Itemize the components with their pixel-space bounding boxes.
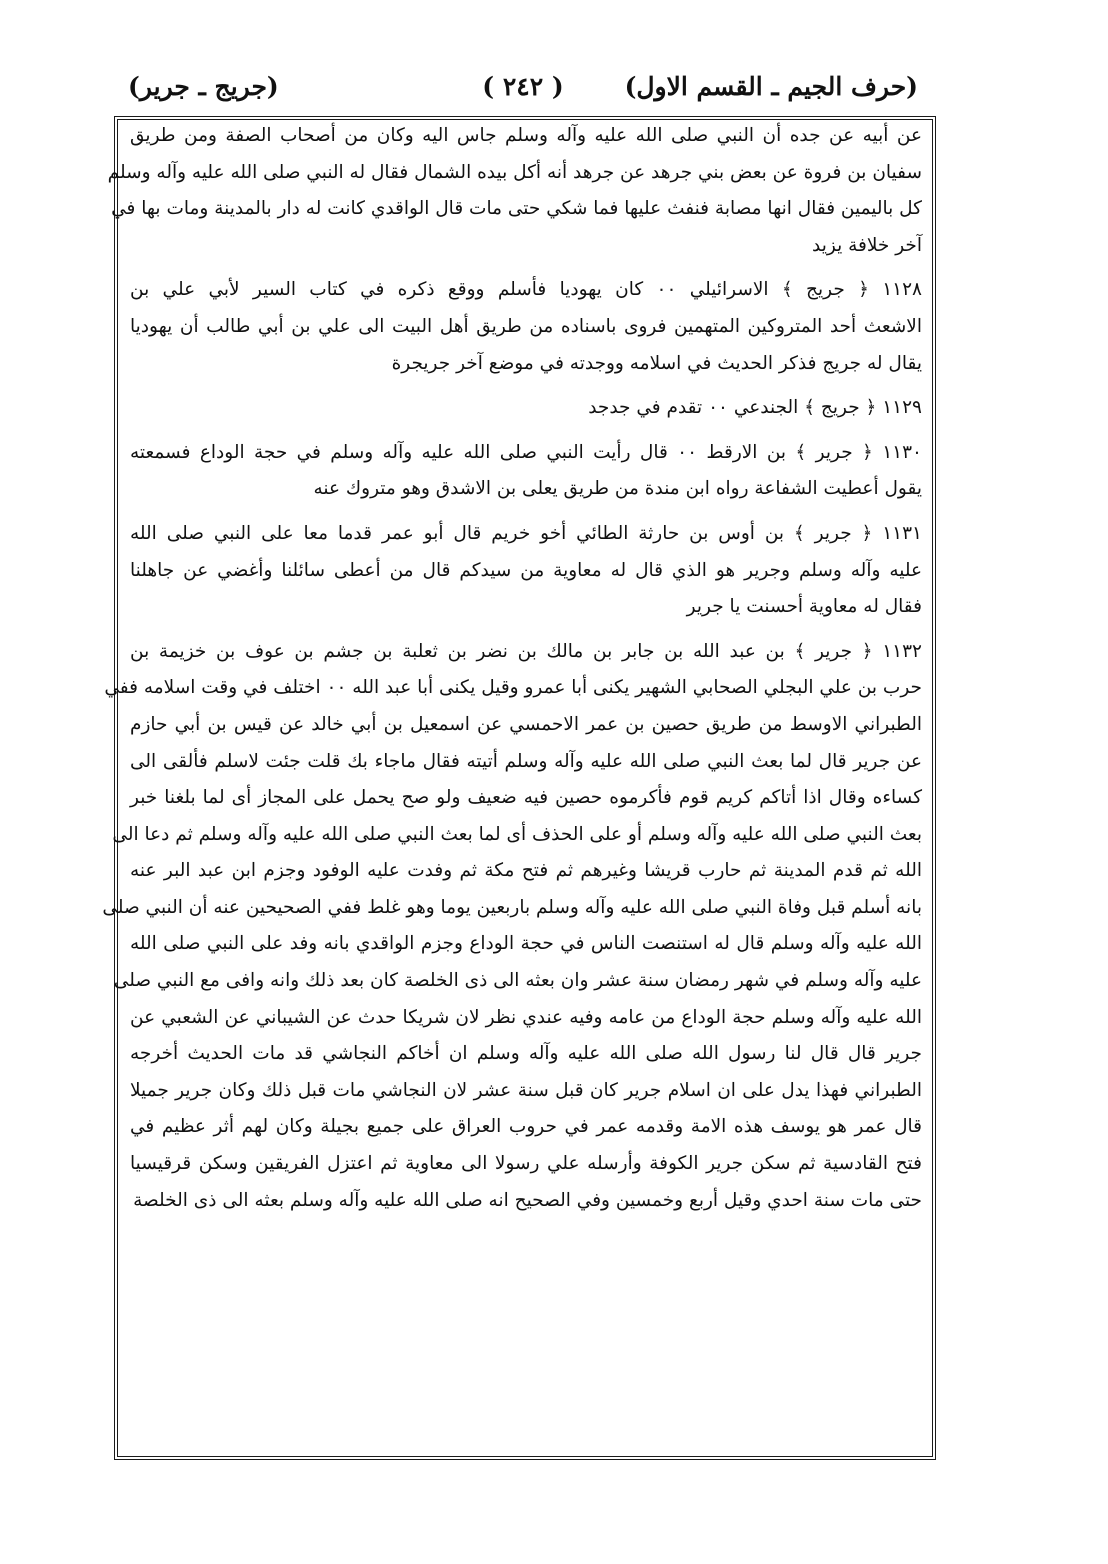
entry-paragraph (102, 634, 922, 1220)
entry-paragraph (130, 272, 922, 382)
text-line: عليه وآله وسلم في شهر رمضان سنة عشر وان بعثه الى ذى الخلصة كان بعد ذلك وانه وافى مع النبي صلى (113, 970, 922, 992)
paragraph-gap (130, 508, 922, 516)
text-line: ١١٣٢ ﴿ جرير ﴾ بن عبد الله بن جابر بن مالك بن نضر بن ثعلبة بن جشم بن عوف بن خزيمة بن (130, 640, 922, 662)
text-line: يقال له جريج فذكر الحديث في اسلامه ووجدته في موضع آخر جريجرة (391, 352, 922, 374)
page-number: ( ٢٤٢ ) (482, 72, 564, 101)
text-line: كل باليمين فقال انها مصابة فنفث عليها فما شكي حتى مات قال الواقدي كانت له دار بالمدينة ومات بها في (111, 198, 922, 220)
entry-paragraph (130, 516, 922, 626)
paragraph-gap (130, 427, 922, 435)
text-line: قال عمر هو يوسف هذه الامة وقدمه عمر في حروب العراق على جميع بجيلة وكان لهم أثر عظيم في (130, 1116, 922, 1138)
text-body (102, 118, 922, 1219)
entry-paragraph (107, 118, 922, 264)
text-line: الاشعث أحد المتروكين المتهمين فروى باسناده من طريق أهل البيت الى علي بن أبي طالب أن يهوديا (130, 315, 922, 337)
paragraph-gap (130, 626, 922, 634)
text-line: بانه أسلم قبل وفاة النبي صلى الله عليه وآله وسلم باربعين يوما وهو غلط ففي الصحيحين عنه أن النبي صلى (102, 896, 922, 918)
header-section-title: (حرف الجيم ـ القسم الاول) (624, 72, 918, 101)
page-header (128, 66, 918, 112)
entry-paragraph (130, 390, 922, 427)
text-line: سفيان بن فروة عن بعض بني جرهد عن جرهد أنه أكل بيده الشمال فقال له النبي صلى الله عليه وآله وسلم (107, 161, 922, 183)
text-line: ١١٣١ ﴿ جرير ﴾ بن أوس بن حارثة الطائي أخو خريم قال أبو عمر قدما معا على النبي صلى الله (130, 522, 922, 544)
text-line: حرب بن علي البجلي الصحابي الشهير يكنى أبا عمرو وقيل يكنى أبا عبد الله ٠٠ اختلف في وقت اسلامه ففي (104, 677, 922, 699)
paragraph-gap (130, 264, 922, 272)
text-line: الله عليه وآله وسلم حجة الوداع من عامه وفيه عندي نظر لان شريكا حدث عن الشيباني عن الشعبي عن (130, 1006, 922, 1028)
text-line: آخر خلافة يزيد (812, 234, 922, 256)
text-line: ١١٢٨ ﴿ جريج ﴾ الاسرائيلي ٠٠ كان يهوديا فأسلم ووقع ذكره في كتاب السير لأبي علي بن (130, 279, 922, 301)
text-line: بعث النبي صلى الله عليه وآله وسلم أو على الحذف أى لما بعث النبي صلى الله عليه وآله وسلم ثم دعا الى (112, 823, 922, 845)
text-line: جرير قال قال لنا رسول الله صلى الله عليه وآله وسلم ان أخاكم النجاشي قد مات الحديث أخرجه (130, 1043, 922, 1065)
text-line: عن أبيه عن جده أن النبي صلى الله عليه وآله وسلم جاس اليه وكان من أصحاب الصفة ومن طريق (130, 125, 922, 146)
entry-paragraph (130, 435, 922, 508)
text-line: عليه وآله وسلم وجرير هو الذي قال له معاوية من سيدكم قال من أعطى سائلنا وأغضي عن جاهلنا (130, 559, 922, 581)
text-line: الطبراني الاوسط من طريق حصين بن عمر الاحمسي عن اسمعيل بن أبي خالد عن قيس بن أبي حازم (130, 713, 922, 735)
text-line: ١١٢٩ ﴿ جريج ﴾ الجندعي ٠٠ تقدم في جدجد (588, 397, 922, 419)
header-entry-range: (جريج ـ جرير) (128, 72, 279, 101)
text-line: حتى مات سنة احدي وقيل أربع وخمسين وفي الصحيح انه صلى الله عليه وآله وسلم بعثه الى ذى الخلصة (133, 1189, 922, 1211)
text-line: ١١٣٠ ﴿ جرير ﴾ بن الارقط ٠٠ قال رأيت النبي صلى الله عليه وآله وسلم في حجة الوداع فسمعته (130, 441, 922, 463)
text-line: يقول أعطيت الشفاعة رواه ابن مندة من طريق يعلى بن الاشدق وهو متروك عنه (313, 478, 922, 500)
text-line: كساءه وقال اذا أتاكم كريم قوم فأكرموه حصين فيه ضعيف ولو صح يحمل على المجاز أى لما بلغنا خبر (130, 787, 922, 809)
text-line: الطبراني فهذا يدل على ان اسلام جرير كان قبل سنة عشر لان النجاشي مات قبل ذلك وكان جرير جميلا (130, 1079, 922, 1101)
text-line: فقال له معاوية أحسنت يا جرير (686, 596, 922, 618)
paragraph-gap (130, 382, 922, 390)
text-line: فتح القادسية ثم سكن جرير الكوفة وأرسله علي رسولا الى معاوية ثم اعتزل الفريقين وسكن قرقيسيا (130, 1153, 922, 1175)
text-line: الله ثم قدم المدينة ثم حارب قريشا وغيرهم ثم فتح مكة ثم وفدت عليه الوفود وجزم ابن عبد البر عنه (130, 860, 922, 882)
text-line: عن جرير قال لما بعث النبي صلى الله عليه وآله وسلم أتيته فقال ماجاء بك قلت جئت لاسلم فألقى الى (130, 750, 922, 772)
text-line: الله عليه وآله وسلم قال له استنصت الناس في حجة الوداع وجزم الواقدي بانه وفد على النبي صلى الله (130, 933, 922, 955)
